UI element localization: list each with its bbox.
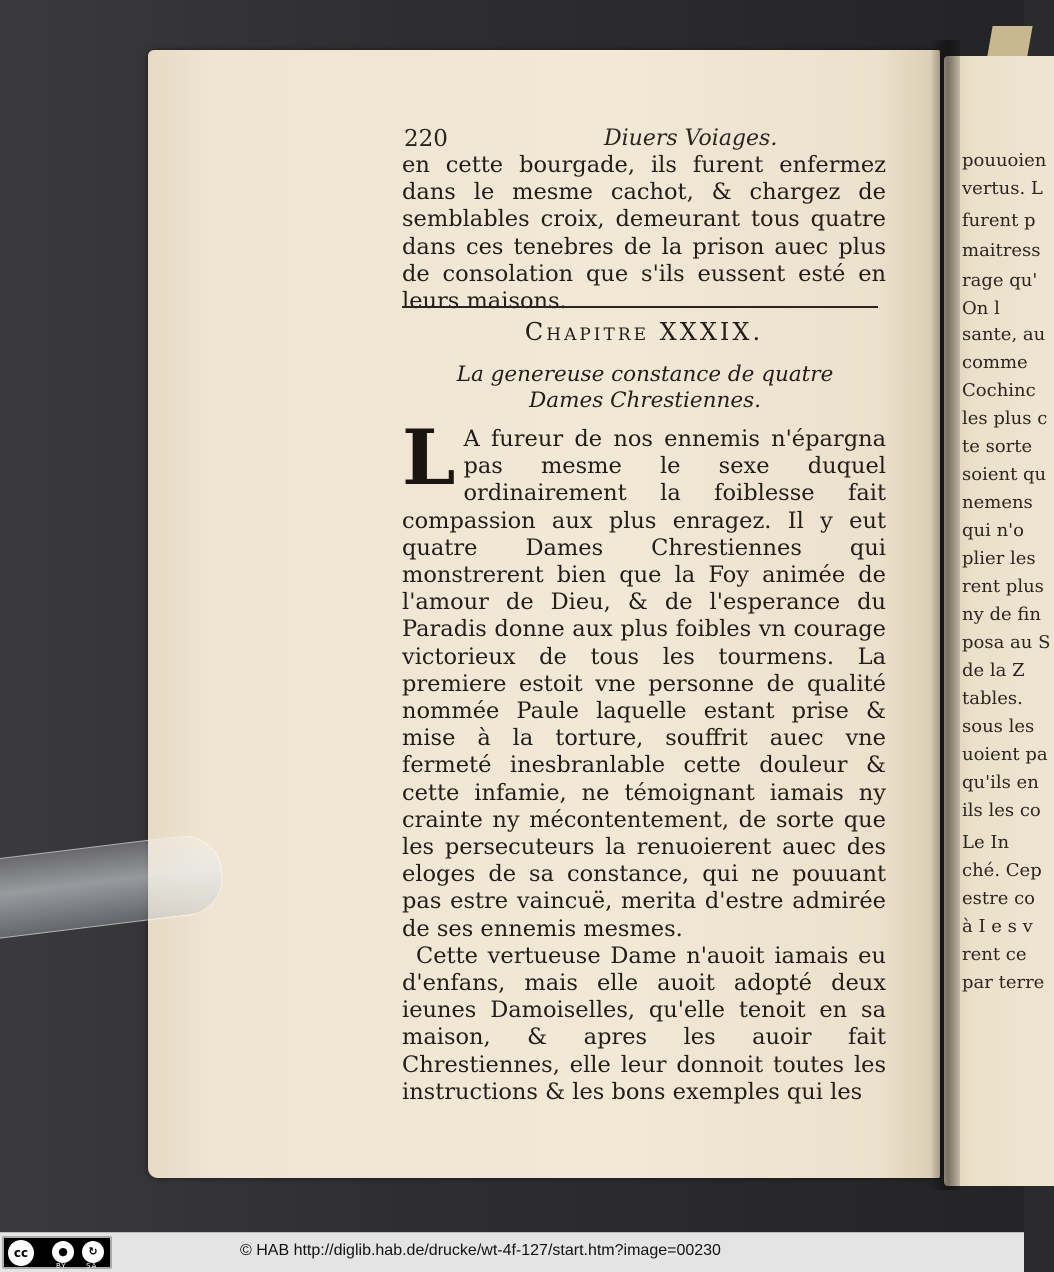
footer-credit-link[interactable]: © HAB http://diglib.hab.de/drucke/wt-4f-127/start.htm?image=00230 <box>240 1242 721 1259</box>
facing-page-line: soient qu <box>962 464 1047 485</box>
facing-page-line: rent ce <box>962 944 1027 965</box>
facing-page-line: sante, au <box>962 324 1046 345</box>
facing-page-line: ils les co <box>962 800 1041 821</box>
spine-shadow <box>930 40 960 1190</box>
cc-icon: cc <box>8 1240 34 1266</box>
by-label: BY <box>56 1262 67 1270</box>
drop-cap: L <box>402 413 456 502</box>
chapter-subtitle: La genereuse constance de quatre Dames Chrestiennes. <box>456 362 834 413</box>
facing-page-line: rage qu' <box>962 270 1038 291</box>
facing-page-line: ny de fin <box>962 604 1041 625</box>
facing-page-line: tables. <box>962 688 1023 709</box>
facing-page-line: te sorte <box>962 436 1033 457</box>
facing-page-line: pouuoien <box>962 150 1047 171</box>
paragraph-main-2: Cette vertueuse Dame n'auoit iamais eu d'enfans, mais elle auoit adopté deux ieunes Damoiselles, qu'elle tenoit en sa maison, & apres les auoir fait Chrestiennes, elle leur donnoit toutes les instructions & les bons exemples qui les <box>402 942 886 1105</box>
running-title: Diuers Voiages. <box>604 126 778 151</box>
facing-page-line: posa au S <box>962 632 1051 653</box>
facing-page-line: sous les <box>962 716 1035 737</box>
facing-page-line: uoient pa <box>962 744 1048 765</box>
facing-page-line: estre co <box>962 888 1036 909</box>
facing-page-line: les plus c <box>962 408 1048 429</box>
facing-page-line: rent plus <box>962 576 1044 597</box>
facing-page-line: furent p <box>962 210 1036 231</box>
cc-license-badge[interactable] <box>2 1236 112 1269</box>
facing-page-line: qui n'o <box>962 520 1024 541</box>
chapter-heading: Chapitre XXXIX. <box>524 318 764 346</box>
sa-label: SA <box>86 1262 98 1270</box>
facing-page-line: de la Z <box>962 660 1025 681</box>
facing-page-line: nemens <box>962 492 1033 513</box>
chapter-body <box>402 413 886 1106</box>
facing-page-line: plier les <box>962 548 1036 569</box>
facing-page-line: qu'ils en <box>962 772 1039 793</box>
paragraph-main-1 <box>402 413 886 943</box>
paragraph-top-text: en cette bourgade, ils furent enfermez dans le mesme cachot, & chargez de semblables croix, demeurant tous quatre dans ces tenebres de la prison auec plus de consolation que s'ils eussent esté en leurs maisons. <box>402 152 886 315</box>
facing-page-edge <box>987 26 1032 56</box>
facing-page-line: vertus. L <box>962 178 1043 199</box>
facing-page-line: comme <box>962 352 1028 373</box>
facing-page-line: Le In <box>962 832 1010 853</box>
page-number: 220 <box>404 126 448 152</box>
facing-page-line: par terre <box>962 972 1045 993</box>
person-icon: ● <box>52 1241 74 1263</box>
facing-page-line: Cochinc <box>962 380 1036 401</box>
paragraph-top <box>402 152 886 315</box>
footer-bar <box>0 1232 1024 1272</box>
section-rule <box>402 306 878 308</box>
facing-page-line: ché. Cep <box>962 860 1042 881</box>
share-alike-icon: ↻ <box>82 1241 104 1263</box>
paragraph-main-1-text: A fureur de nos ennemis n'épargna pas mesme le sexe duquel ordinairement la foiblesse fait compassion aux plus enragez. Il y eut quatre Dames Chrestiennes qui monstrerent bien que la Foy animée de l'amour de Dieu, & de l'esperance du Paradis donne aux plus foibles vn courage victorieux de tous les tourmens. La premiere estoit vne personne de qualité nommée Paule laquelle estant prise & mise à la torture, souffrit auec vne fermeté inesbranlable cette douleur & cette infamie, ne témoignant iamais ny crainte ny mécontentement, de sorte que les persecuteurs la renuoierent auec des eloges de sa constance, qui ne pouuant pas estre vaincuë, merita d'estre admirée de ses ennemis mesmes. <box>402 426 886 942</box>
facing-page-line: maitress <box>962 240 1041 261</box>
facing-page-line: On l <box>962 298 1000 319</box>
facing-page-line: à I e s v <box>962 916 1033 937</box>
